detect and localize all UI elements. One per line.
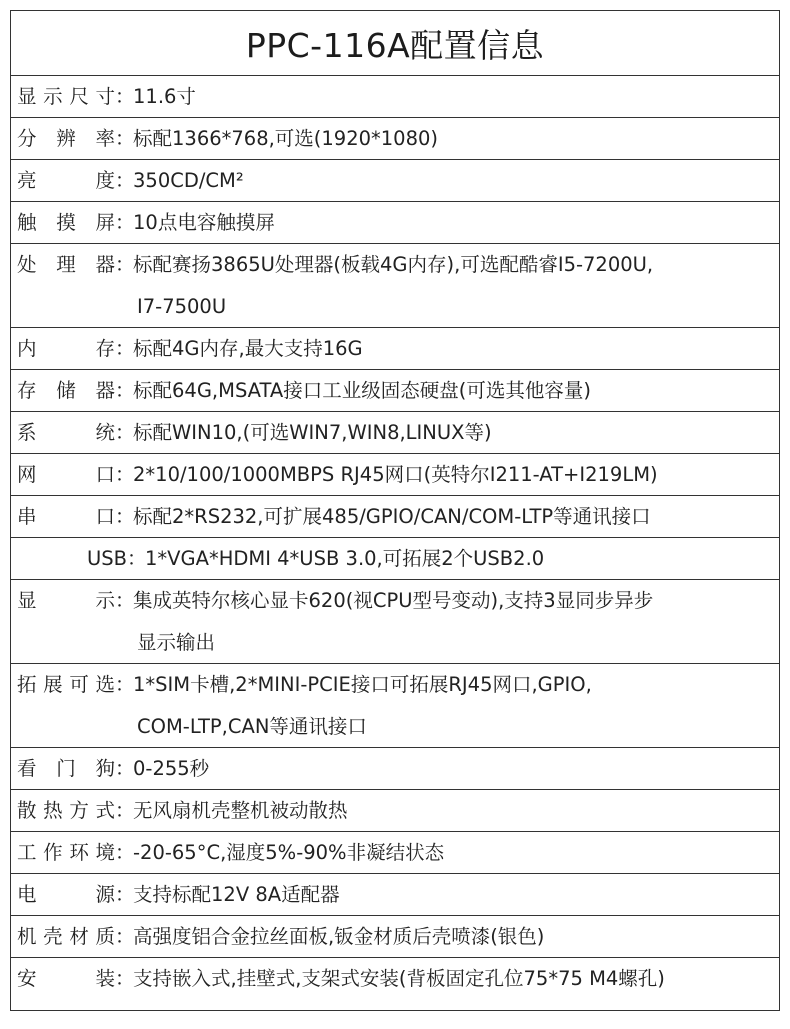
spec-label: 显 示 尺 寸 [17, 84, 115, 108]
spec-row [11, 454, 779, 496]
spec-row [11, 538, 779, 580]
spec-value-line: 高强度铝合金拉丝面板,钣金材质后壳喷漆(银色) [133, 924, 545, 948]
spec-value [133, 118, 779, 160]
spec-value-line: 标配赛扬3865U处理器(板载4G内存),可选配酷睿I5-7200U, [133, 253, 654, 276]
spec-row [11, 160, 779, 202]
label-colon: ： [127, 546, 147, 570]
spec-value-line: 支持嵌入式,挂壁式,支架式安装(背板固定孔位75*75 M4螺孔) [133, 967, 665, 990]
label-colon: ： [115, 210, 135, 234]
spec-value-line: 集成英特尔核心显卡620(视CPU型号变动),支持3显同步异步 [133, 589, 654, 612]
spec-label: 机 壳 材 质 [17, 924, 115, 948]
spec-label: USB [86, 546, 127, 570]
spec-label: 内 存 [17, 336, 115, 360]
spec-value [133, 664, 779, 747]
spec-table [10, 10, 780, 1011]
spec-row [11, 832, 779, 874]
spec-label: 散 热 方 式 [17, 798, 115, 822]
spec-row [11, 748, 779, 790]
spec-label: 电 源 [17, 882, 115, 906]
spec-label: 网 口 [17, 462, 115, 486]
spec-value-line: 标配WIN10,(可选WIN7,WIN8,LINUX等) [133, 420, 492, 444]
spec-label: 安 装 [17, 967, 115, 990]
spec-value [133, 496, 779, 538]
label-colon: ： [115, 462, 135, 486]
label-colon: ： [115, 126, 135, 150]
spec-value-line: 显示输出 [137, 631, 216, 654]
spec-label: 串 口 [17, 504, 115, 528]
spec-value-line: 支持标配12V 8A适配器 [133, 882, 340, 906]
spec-label: 分 辨 率 [17, 126, 115, 150]
spec-value-line: 标配4G内存,最大支持16G [133, 336, 363, 360]
spec-row [11, 328, 779, 370]
label-colon: ： [115, 378, 135, 402]
spec-value-line: -20-65°C,湿度5%-90%非凝结状态 [133, 840, 445, 864]
spec-row [11, 916, 779, 958]
spec-row [11, 118, 779, 160]
spec-row [11, 76, 779, 118]
page-title: PPC-116A配置信息 [11, 11, 779, 76]
spec-label: 处 理 器 [17, 253, 115, 276]
spec-value [133, 832, 779, 874]
label-colon: ： [115, 882, 135, 906]
spec-value-line: 0-255秒 [133, 756, 210, 780]
spec-value-line: 1*VGA*HDMI 4*USB 3.0,可拓展2个USB2.0 [145, 546, 545, 570]
label-colon: ： [115, 420, 135, 444]
spec-label: 亮 度 [17, 168, 115, 192]
spec-row [11, 664, 779, 748]
label-colon: ： [115, 253, 135, 276]
spec-row [11, 370, 779, 412]
spec-value [133, 412, 779, 454]
spec-value-line: 无风扇机壳整机被动散热 [133, 798, 348, 822]
spec-row [11, 496, 779, 538]
spec-row [11, 790, 779, 832]
label-colon: ： [115, 504, 135, 528]
spec-value-line: 11.6寸 [133, 84, 196, 108]
spec-label: 看 门 狗 [17, 756, 115, 780]
spec-row [11, 874, 779, 916]
spec-value [133, 916, 779, 958]
spec-label: 存 储 器 [17, 378, 115, 402]
label-colon: ： [115, 798, 135, 822]
spec-row [11, 244, 779, 328]
spec-value-line: 标配1366*768,可选(1920*1080) [133, 126, 439, 150]
spec-label: 触 摸 屏 [17, 210, 115, 234]
label-colon: ： [115, 756, 135, 780]
spec-value [133, 244, 779, 327]
spec-label: 系 统 [17, 420, 115, 444]
spec-value [133, 874, 779, 916]
spec-label: 拓 展 可 选 [17, 673, 115, 696]
spec-value-line: 350CD/CM² [133, 168, 244, 192]
spec-value [133, 370, 779, 412]
spec-value-line: 1*SIM卡槽,2*MINI-PCIE接口可拓展RJ45网口,GPIO, [133, 673, 592, 696]
label-colon: ： [115, 168, 135, 192]
label-colon: ： [115, 924, 135, 948]
spec-value-line: 10点电容触摸屏 [133, 210, 275, 234]
spec-value [133, 454, 779, 496]
spec-value-line: 标配64G,MSATA接口工业级固态硬盘(可选其他容量) [133, 378, 591, 402]
label-colon: ： [115, 840, 135, 864]
spec-value-line: I7-7500U [137, 295, 227, 318]
label-colon: ： [115, 673, 135, 696]
spec-value-line: COM-LTP,CAN等通讯接口 [137, 715, 367, 738]
spec-row [11, 580, 779, 664]
spec-value-line: 标配2*RS232,可扩展485/GPIO/CAN/COM-LTP等通讯接口 [133, 504, 651, 528]
label-colon: ： [115, 967, 135, 990]
spec-value [133, 160, 779, 202]
spec-label: 工 作 环 境 [17, 840, 115, 864]
spec-row [11, 202, 779, 244]
spec-value [133, 202, 779, 244]
spec-value [133, 748, 779, 790]
spec-value [145, 538, 779, 580]
spec-row [11, 412, 779, 454]
spec-value [133, 958, 779, 1000]
spec-value-line: 2*10/100/1000MBPS RJ45网口(英特尔I211-AT+I219LM) [133, 462, 658, 486]
spec-value [133, 790, 779, 832]
label-colon: ： [115, 336, 135, 360]
spec-value [133, 76, 779, 118]
spec-label: 显 示 [17, 589, 115, 612]
spec-value [133, 328, 779, 370]
spec-row [11, 958, 779, 1000]
label-colon: ： [115, 84, 135, 108]
label-colon: ： [115, 589, 135, 612]
spec-value [133, 580, 779, 663]
